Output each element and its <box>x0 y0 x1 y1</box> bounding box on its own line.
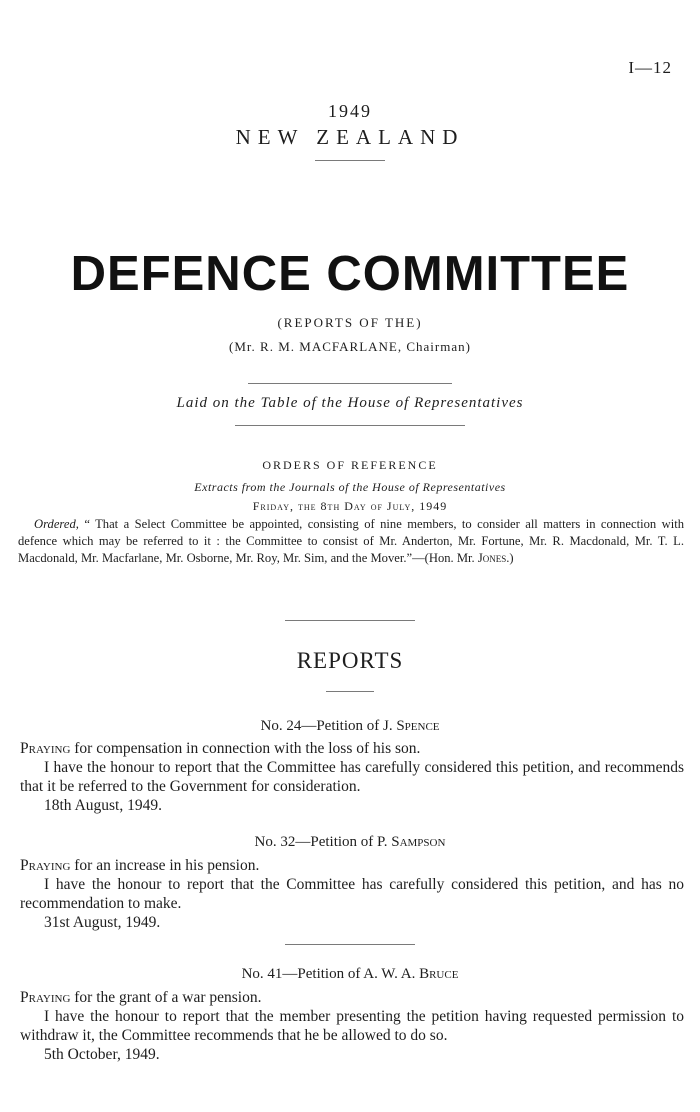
report-date: 5th October, 1949. <box>44 1046 160 1063</box>
petition-heading <box>0 718 700 735</box>
report-date: 31st August, 1949. <box>44 914 161 931</box>
report-body <box>20 856 684 932</box>
petition-number: No. 32—Petition of P. <box>254 834 392 850</box>
praying-label: Praying <box>20 989 71 1006</box>
year: 1949 <box>328 101 372 121</box>
orders-of-reference-heading: ORDERS OF REFERENCE <box>262 458 438 472</box>
petitioner-name: Spence <box>396 718 440 734</box>
report-date: 18th August, 1949. <box>44 797 162 814</box>
divider <box>235 425 465 426</box>
praying-text: for an increase in his pension. <box>70 857 260 874</box>
divider <box>285 944 415 945</box>
order-closing: .) <box>506 551 514 565</box>
petition-heading <box>0 966 700 983</box>
petition-number: No. 41—Petition of A. W. A. <box>241 966 420 982</box>
praying-line <box>20 740 420 757</box>
extracts-line: Extracts from the Journals of the House of Representatives <box>194 480 506 494</box>
petitioner-name: Bruce <box>419 966 459 982</box>
praying-label: Praying <box>20 857 71 874</box>
laid-on-table: Laid on the Table of the House of Representatives <box>176 395 524 411</box>
praying-text: for compensation in connection with the loss of his son. <box>70 740 421 757</box>
document-number: I—12 <box>628 58 672 77</box>
praying-line <box>20 857 259 874</box>
report-text: I have the honour to report that the Committee has carefully considered this petition, and recommends that it be referred to the Government for consideration. <box>20 759 684 795</box>
praying-text: for the grant of a war pension. <box>70 989 262 1006</box>
ordered-label: Ordered, <box>34 517 79 531</box>
reports-heading: REPORTS <box>296 648 404 673</box>
chairman-line: (Mr. R. M. MACFARLANE, Chairman) <box>229 339 471 354</box>
page-title: DEFENCE COMMITTEE <box>70 247 630 301</box>
divider <box>285 620 415 621</box>
order-body: “ That a Select Committee be appointed, consisting of nine members, to consider all matters in connection with defence which may be referred to it : the Committee to consist of Mr. Anderton, Mr. Fortune, Mr. R. Macdonald, Mr. T. L. Macdonald, Mr. Macfarlane, Mr. Osborne, Mr. Roy, Mr. Sim, and the Mover.”—(Hon. Mr. <box>18 517 684 565</box>
divider <box>315 160 385 161</box>
report-body <box>20 739 684 815</box>
praying-label: Praying <box>20 740 71 757</box>
mover-name: Jones <box>477 551 507 565</box>
divider <box>248 383 452 384</box>
report-body <box>20 988 684 1064</box>
order-date: Friday, the 8th Day of July, 1949 <box>252 499 448 513</box>
praying-line <box>20 989 262 1006</box>
petition-number: No. 24—Petition of J. <box>260 718 397 734</box>
subtitle: (REPORTS OF THE) <box>277 315 423 330</box>
divider <box>326 691 374 692</box>
report-text: I have the honour to report that the Committee has carefully considered this petition, and has no recommendation to make. <box>20 876 684 912</box>
petition-heading <box>0 834 700 851</box>
report-text: I have the honour to report that the member presenting the petition having requested permission to withdraw it, the Committee recommends that he be allowed to do so. <box>20 1008 684 1044</box>
order-text <box>18 516 684 567</box>
petitioner-name: Sampson <box>391 834 446 850</box>
country-heading: NEW ZEALAND <box>235 125 465 149</box>
